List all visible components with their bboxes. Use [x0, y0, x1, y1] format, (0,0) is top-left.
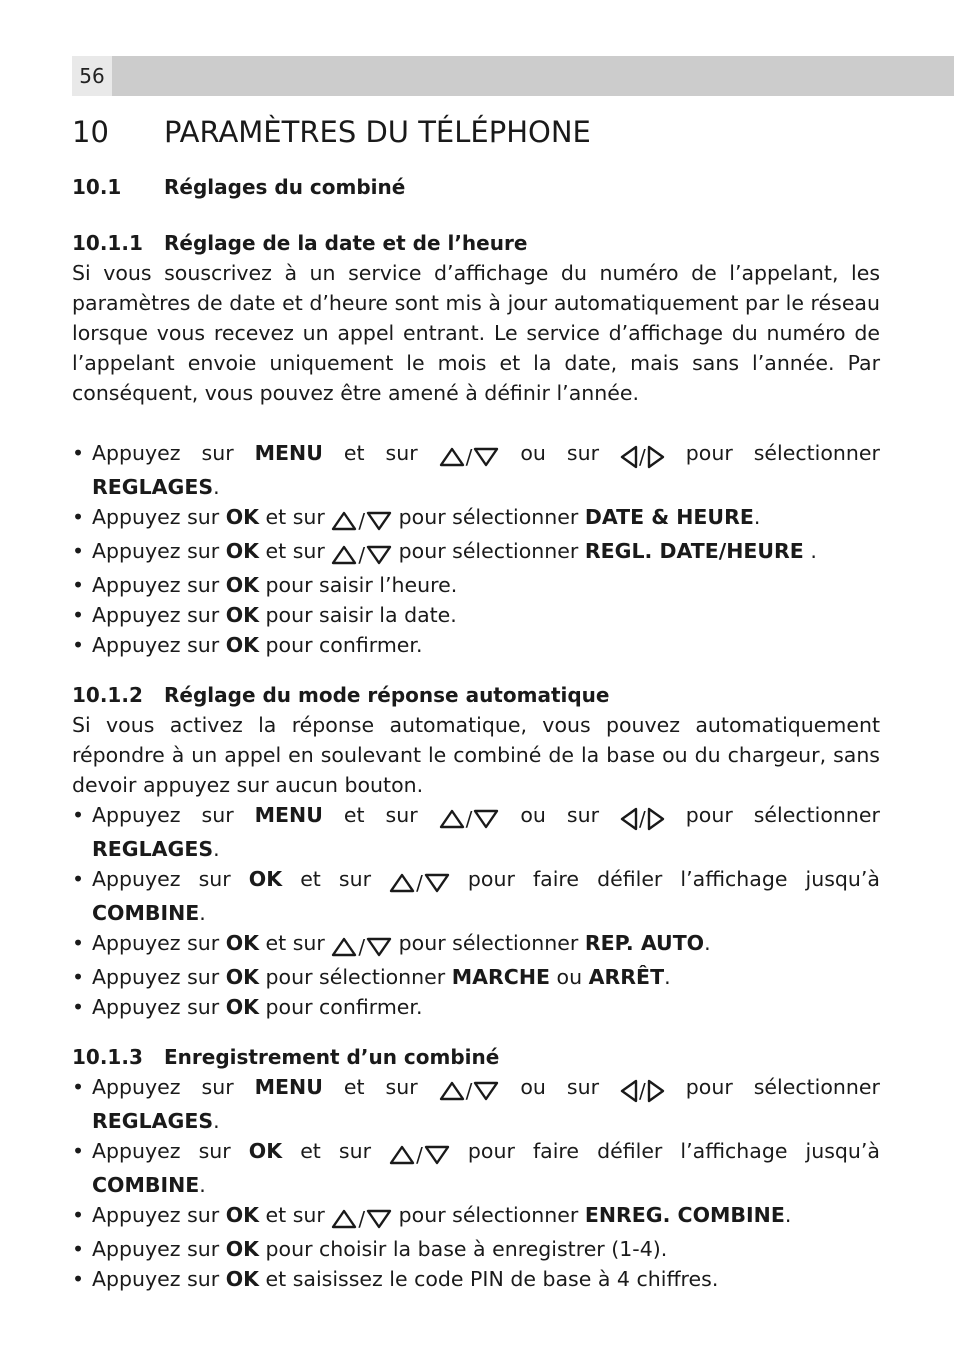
- list-item: • Appuyez sur OK pour saisir l’heure.: [72, 570, 880, 600]
- left-arrow-icon: [620, 807, 638, 831]
- subsection-title: Réglage de la date et de l’heure: [164, 231, 528, 255]
- list-item: • Appuyez sur OK et sur / pour faire défiler l’affichage jusqu’à COMBINE.: [72, 864, 880, 928]
- list-item: • Appuyez sur OK et sur / pour sélectionner REGL. DATE/HEURE .: [72, 536, 880, 570]
- up-down-arrow-icons: /: [389, 1139, 450, 1170]
- subsection-title: Réglage du mode réponse automatique: [164, 683, 610, 707]
- subsection-title: Enregistrement d’un combiné: [164, 1045, 500, 1069]
- up-arrow-icon: [389, 873, 415, 893]
- up-down-arrow-icons: /: [331, 931, 392, 962]
- up-down-arrow-icons: /: [389, 867, 450, 898]
- up-down-arrow-icons: /: [331, 1203, 392, 1234]
- subsection-heading: [72, 680, 880, 710]
- instruction-list: [72, 800, 880, 1022]
- list-item: • Appuyez sur OK et saisissez le code PIN de base à 4 chiffres.: [72, 1264, 880, 1294]
- section-heading: [72, 172, 880, 202]
- list-item: • Appuyez sur OK pour sélectionner MARCHE ou ARRÊT.: [72, 962, 880, 992]
- down-arrow-icon: [473, 809, 499, 829]
- right-arrow-icon: [647, 807, 665, 831]
- subsection-date-time: [72, 228, 880, 660]
- left-arrow-icon: [620, 445, 638, 469]
- subsection-number: 10.1.3: [72, 1045, 143, 1069]
- paragraph: Si vous activez la réponse automatique, vous pouvez automatiquement répondre à un appel en soulevant le combiné de la base ou du chargeur, sans devoir appuyez sur aucun bouton.: [72, 713, 880, 797]
- left-right-arrow-icons: /: [620, 803, 665, 834]
- list-item: • Appuyez sur OK pour choisir la base à enregistrer (1-4).: [72, 1234, 880, 1264]
- list-item: • Appuyez sur OK pour confirmer.: [72, 992, 880, 1022]
- subsection-heading: [72, 1042, 880, 1072]
- down-arrow-icon: [366, 1209, 392, 1229]
- list-item: • Appuyez sur OK et sur / pour sélectionner DATE & HEURE.: [72, 502, 880, 536]
- section-number: 10.1: [72, 175, 122, 199]
- down-arrow-icon: [366, 937, 392, 957]
- down-arrow-icon: [473, 447, 499, 467]
- left-right-arrow-icons: /: [620, 441, 665, 472]
- up-down-arrow-icons: /: [439, 441, 500, 472]
- up-arrow-icon: [331, 937, 357, 957]
- up-arrow-icon: [439, 1081, 465, 1101]
- subsection-register-handset: [72, 1042, 880, 1294]
- up-arrow-icon: [331, 545, 357, 565]
- right-arrow-icon: [647, 1079, 665, 1103]
- list-item: • Appuyez sur MENU et sur / ou sur / pour sélectionner REGLAGES.: [72, 800, 880, 864]
- list-item: • Appuyez sur OK et sur / pour faire défiler l’affichage jusqu’à COMBINE.: [72, 1136, 880, 1200]
- section-title: Réglages du combiné: [164, 175, 406, 199]
- header-bar: [72, 56, 954, 96]
- subsection-number: 10.1.2: [72, 683, 143, 707]
- left-right-arrow-icons: /: [620, 1075, 665, 1106]
- down-arrow-icon: [366, 511, 392, 531]
- down-arrow-icon: [424, 1145, 450, 1165]
- subsection-heading: [72, 228, 880, 258]
- right-arrow-icon: [647, 445, 665, 469]
- down-arrow-icon: [366, 545, 392, 565]
- up-arrow-icon: [331, 511, 357, 531]
- up-arrow-icon: [439, 447, 465, 467]
- down-arrow-icon: [473, 1081, 499, 1101]
- instruction-list: [72, 1072, 880, 1294]
- paragraph: Si vous souscrivez à un service d’affichage du numéro de l’appelant, les paramètres de date et d’heure sont mis à jour automatiquement par le réseau lorsque vous recevez un appel entrant. Le service d’affichage du numéro de l’appelant envoie uniquement le mois et la date, mais sans l’année. Par conséquent, vous pouvez être amené à définir l’année.: [72, 261, 880, 405]
- list-item: • Appuyez sur OK pour confirmer.: [72, 630, 880, 660]
- up-arrow-icon: [439, 809, 465, 829]
- up-down-arrow-icons: /: [439, 803, 500, 834]
- list-item: • Appuyez sur OK et sur / pour sélectionner ENREG. COMBINE.: [72, 1200, 880, 1234]
- up-down-arrow-icons: /: [331, 539, 392, 570]
- subsection-number: 10.1.1: [72, 231, 143, 255]
- left-arrow-icon: [620, 1079, 638, 1103]
- chapter-heading: [72, 110, 880, 154]
- up-down-arrow-icons: /: [439, 1075, 500, 1106]
- down-arrow-icon: [424, 873, 450, 893]
- page-content: [72, 110, 880, 1294]
- subsection-auto-answer: [72, 680, 880, 1022]
- chapter-number: 10: [72, 115, 109, 149]
- up-arrow-icon: [389, 1145, 415, 1165]
- list-item: • Appuyez sur MENU et sur / ou sur / pour sélectionner REGLAGES.: [72, 438, 880, 502]
- instruction-list: [72, 438, 880, 660]
- page-number: 56: [72, 56, 112, 96]
- up-down-arrow-icons: /: [331, 505, 392, 536]
- up-arrow-icon: [331, 1209, 357, 1229]
- list-item: • Appuyez sur OK pour saisir la date.: [72, 600, 880, 630]
- chapter-title: PARAMÈTRES DU TÉLÉPHONE: [164, 115, 591, 149]
- list-item: • Appuyez sur OK et sur / pour sélectionner REP. AUTO.: [72, 928, 880, 962]
- list-item: • Appuyez sur MENU et sur / ou sur / pour sélectionner REGLAGES.: [72, 1072, 880, 1136]
